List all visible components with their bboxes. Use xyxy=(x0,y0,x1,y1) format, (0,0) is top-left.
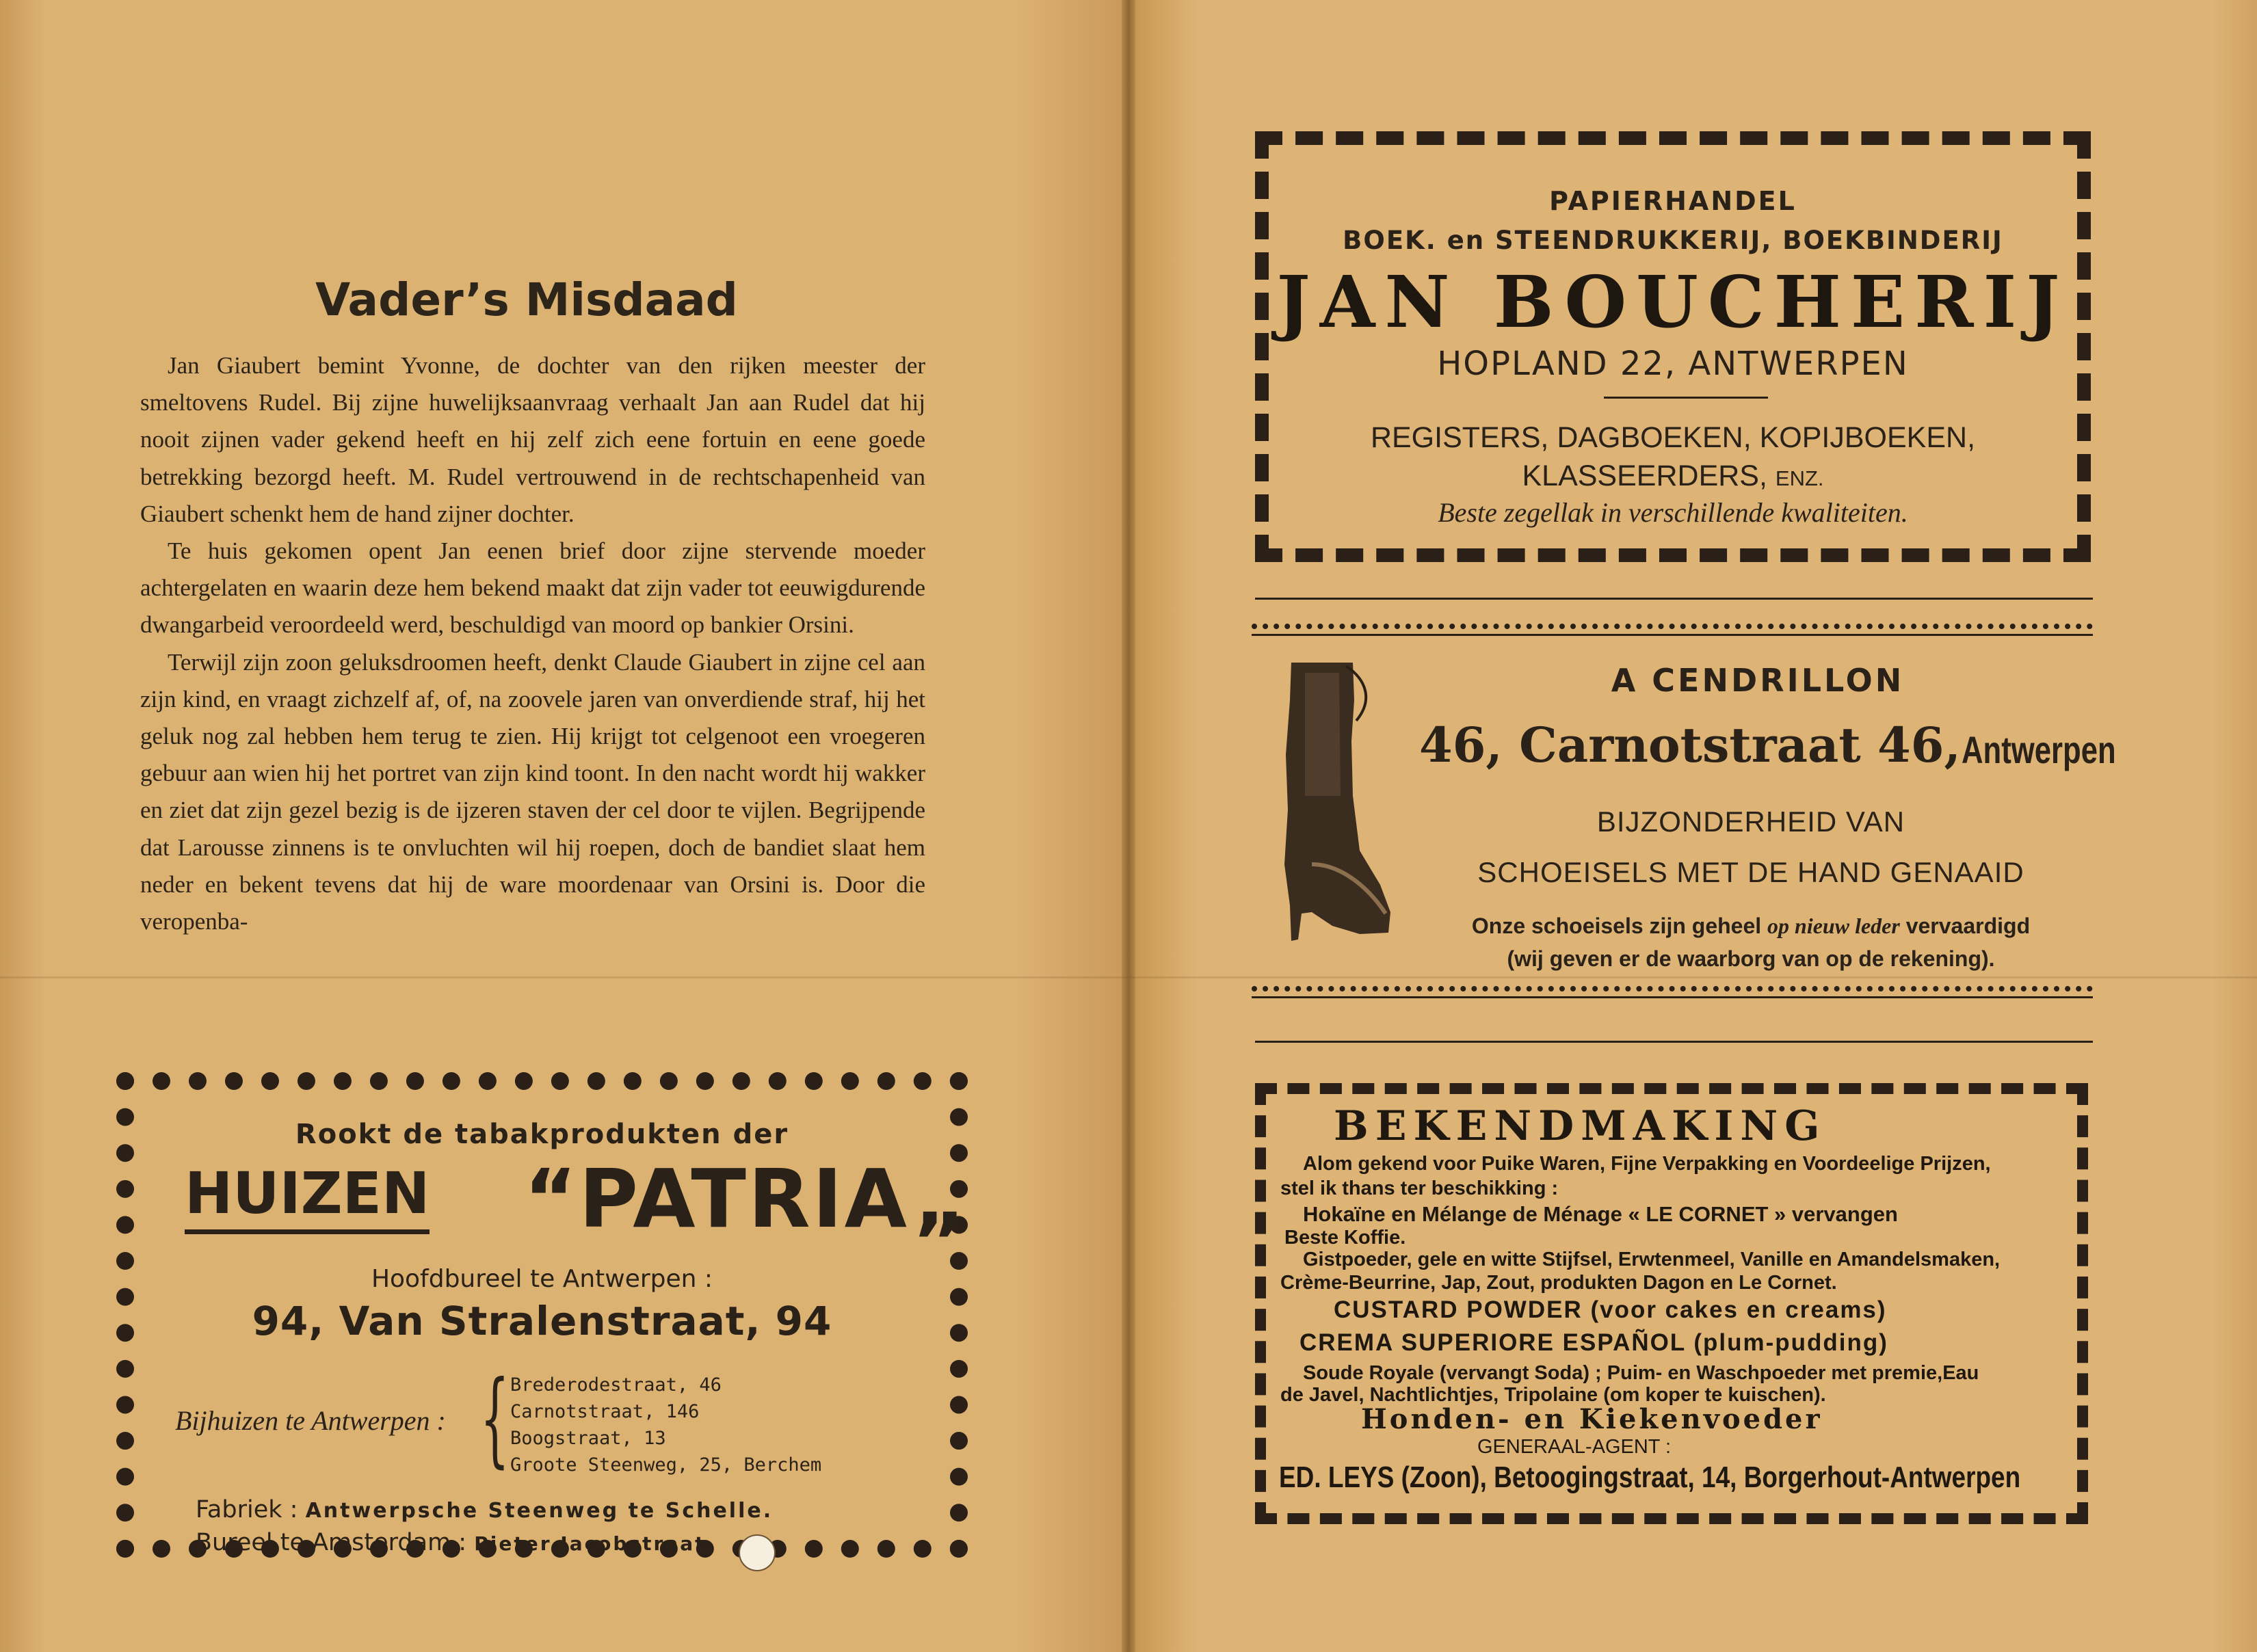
patria-address: 94, Van Stralenstraat, 94 xyxy=(252,1298,832,1344)
note-text: vervaardigd xyxy=(1905,914,2031,938)
divider xyxy=(1255,598,2093,600)
patria-brand: “PATRIA„ xyxy=(524,1151,969,1246)
ornamental-border xyxy=(1252,986,2093,998)
branch-item: Brederodestraat, 46 xyxy=(510,1374,722,1396)
punch-hole xyxy=(739,1534,776,1571)
note-emphasis: op nieuw leder xyxy=(1767,914,1900,938)
boucherij-advertisement xyxy=(1255,131,2091,562)
bekendmaking-line: Alom gekend voor Puike Waren, Fijne Verpakking en Voordeelige Prijzen, xyxy=(1303,1153,1991,1175)
ornamental-border xyxy=(1252,624,2093,636)
bekendmaking-line: Hokaïne en Mélange de Ménage « LE CORNET » vervangen xyxy=(1303,1202,1898,1226)
patria-intro: Rookt de tabakprodukten der xyxy=(295,1119,789,1150)
generaal-agent: GENERAAL-AGENT : xyxy=(1477,1436,1672,1458)
branch-item: Boogstraat, 13 xyxy=(510,1428,666,1449)
note-text: Onze schoeisels zijn geheel xyxy=(1471,914,1762,938)
story-paragraph: Terwijl zijn zoon geluksdroomen heeft, denkt Claude Giaubert in zijne cel aan zijn kind, en vraagt zichzelf af, of, na zoovele jaren van onverdiende straf, hij het geluk nog zal hebben hem terug te zien. Hij krijgt tot celgenoot een vroegeren gebuur aan wien hij het portret van zijn kind toont. In den nacht wordt hij wakker en ziet dat zijn gezel bezig is de ijzeren staven der cel door te vijlen. Begrijpende dat Larousse zinnens is te onvluchten wil hij roepen, doch de bandiet slaat hem neder en bekent tevens dat hij de ware moordenaar van Orsini is. Door die veropenba- xyxy=(140,648,925,935)
products-line xyxy=(1269,457,2077,498)
factory-address: Antwerpsche Steenweg te Schelle. xyxy=(305,1499,774,1523)
divider xyxy=(1255,1041,2093,1043)
brace-glyph: { xyxy=(480,1359,510,1478)
ed-leys-address: ED. LEYS (Zoon), Betoogingstraat, 14, Borgerhout-Antwerpen xyxy=(1279,1461,2021,1494)
amsterdam-label: Bureel te Amsterdam : xyxy=(196,1529,467,1556)
boucherij-services: BOEK. en STEENDRUKKERIJ, BOEKBINDERIJ xyxy=(1343,226,2003,255)
honden-kiekenvoeder: Honden- en Kiekenvoeder xyxy=(1361,1403,1823,1435)
boucherij-name: JAN BOUCHERIJ xyxy=(1276,260,2070,344)
patria-branches-label: Bijhuizen te Antwerpen : xyxy=(175,1405,446,1436)
boucherij-address: HOPLAND 22, ANTWERPEN xyxy=(1437,345,1909,383)
bekendmaking-line: Crème-Beurrine, Jap, Zout, produkten Dagon en Le Cornet. xyxy=(1280,1272,1837,1294)
bekendmaking-line: Gistpoeder, gele en witte Stijfsel, Erwtenmeel, Vanille en Amandelsmaken, xyxy=(1303,1249,2001,1270)
cendrillon-note xyxy=(1402,914,2100,939)
patria-branch-list xyxy=(510,1372,821,1478)
story-title: Vader’s Misdaad xyxy=(315,274,738,326)
patria-factory xyxy=(196,1496,773,1523)
factory-label: Fabriek : xyxy=(196,1496,298,1523)
branch-item: Groote Steenweg, 25, Berchem xyxy=(510,1454,822,1476)
cendrillon-specialty: BIJZONDERHEID VAN xyxy=(1596,805,1905,838)
patria-huizen: HUIZEN xyxy=(185,1160,430,1234)
patria-advertisement xyxy=(116,1072,968,1558)
boucherij-tagline: Beste zegellak in verschillende kwaliteiten. xyxy=(1438,497,1908,528)
fold-crease xyxy=(0,976,2257,978)
cendrillon-name: A CENDRILLON xyxy=(1611,662,1905,699)
cendrillon-guarantee: (wij geven er de waarborg van op de rekening). xyxy=(1507,946,1995,971)
bekendmaking-line: Beste Koffie. xyxy=(1284,1227,1406,1249)
products-line: REGISTERS, DAGBOEKEN, KOPIJBOEKEN, xyxy=(1370,421,1976,454)
bekendmaking-line: Soude Royale (vervangt Soda) ; Puim- en Waschpoeder met premie,Eau xyxy=(1303,1362,1979,1384)
products-text: KLASSEERDERS, xyxy=(1522,459,1767,492)
divider xyxy=(1604,397,1768,399)
patria-amsterdam-office xyxy=(196,1529,715,1556)
boot-illustration xyxy=(1264,659,1394,953)
patria-head-office-label: Hoofdbureel te Antwerpen : xyxy=(371,1265,713,1293)
crema-superiore: CREMA SUPERIORE ESPAÑOL (plum-pudding) xyxy=(1299,1329,1888,1356)
amsterdam-address: Pieter Jacobstraat. xyxy=(474,1532,716,1555)
bekendmaking-line: de Javel, Nachtlichtjes, Tripolaine (om koper te kuischen). xyxy=(1280,1384,1826,1406)
cendrillon-handsewn: SCHOEISELS MET DE HAND GENAAID xyxy=(1477,856,2024,888)
story-paragraph: Jan Giaubert bemint Yvonne, de dochter van den rijken meester der smeltovens Rudel. Bij zijne huwelijksaanvraag verhaalt Jan aan Rudel dat hij nooit zijnen vader gekend heeft en hij zelf zich eene fortuin en eene goede betrekking bezorgd heeft. M. Rudel vertrouwend in de rechtschapenheid van Giaubert schenkt hem de hand zijner dochter. xyxy=(140,352,925,527)
boucherij-papierhandel: PAPIERHANDEL xyxy=(1549,186,1797,216)
story-paragraph: Te huis gekomen opent Jan eenen brief door zijne stervende moeder achtergelaten en waarin deze hem bekend maakt dat zijn vader tot eeuwigdurende dwangarbeid veroordeeld werd, beschuldigd van moord op bankier Orsini. xyxy=(140,537,925,639)
cendrillon-address: 46, Carnotstraat 46, xyxy=(1419,717,1961,773)
cendrillon-city: Antwerpen xyxy=(1962,728,2116,771)
branch-item: Carnotstraat, 146 xyxy=(510,1401,700,1422)
book-gutter xyxy=(1122,0,1135,1652)
products-enz: ENZ. xyxy=(1775,466,1824,490)
bekendmaking-line: stel ik thans ter beschikking : xyxy=(1280,1177,1559,1199)
story-text xyxy=(140,347,925,940)
bekendmaking-title: BEKENDMAKING xyxy=(1334,1102,1827,1150)
boucherij-products xyxy=(1269,418,2077,498)
custard-powder: CUSTARD POWDER (voor cakes en creams) xyxy=(1334,1296,1887,1323)
